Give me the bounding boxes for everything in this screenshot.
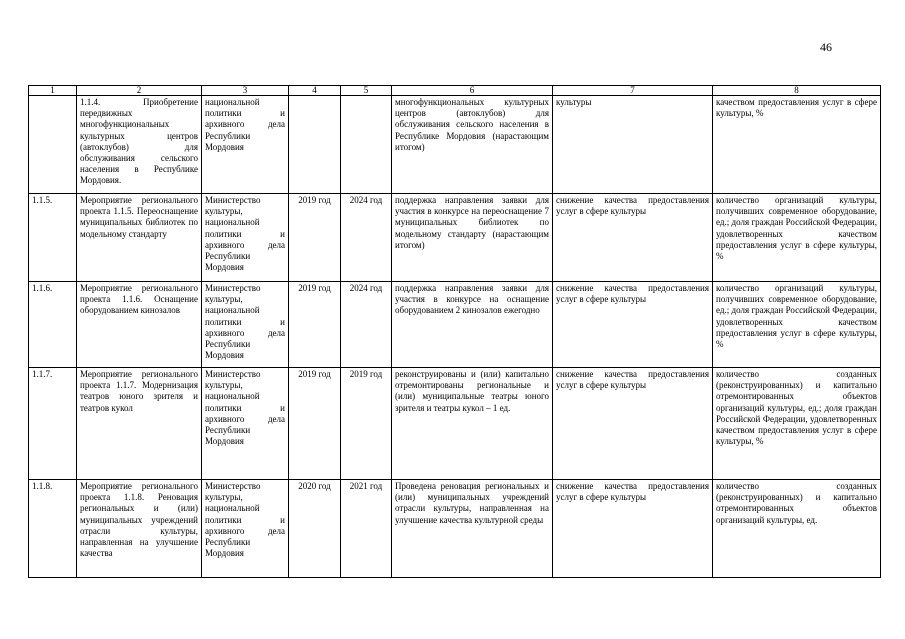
table-row [29, 480, 881, 578]
indicator-cell: количество созданных (реконструированных) и капитально отремонтированных объектов организаций культуры, ед.; доля граждан Российской Федерации, удовлетворенных качеством предоставления услуг в сфере культуры, % [713, 368, 881, 480]
measure-name-cell: 1.1.4. Приобретение передвижных многофункциональных культурных центров (автоклубов) для обслуживания сельского населения в Республике Мордовия. [77, 96, 202, 194]
measure-name-cell: Мероприятие регионального проекта 1.1.7. Модернизация театров юного зрителя и театров кукол [77, 368, 202, 480]
column-number-7: 7 [553, 86, 713, 96]
executor-cell: Министерство культуры, национальной политики и архивного дела Республики Мордовия [202, 368, 289, 480]
measure-name-cell: Мероприятие регионального проекта 1.1.5. Переоснащение муниципальных библиотек по модельному стандарту [77, 194, 202, 282]
end-year-cell: 2024 год [341, 194, 392, 282]
table-row [29, 282, 881, 368]
end-year-cell: 2019 год [341, 368, 392, 480]
expected-result-cell: поддержка направления заявки для участия в конкурсе на переоснащение 7 муниципальных библиотек по модельному стандарту (нарастающим итогом) [392, 194, 553, 282]
expected-result-cell: реконструированы и (или) капитально отремонтированы региональные и (или) муниципальные театры юного зрителя и театры кукол – 1 ед. [392, 368, 553, 480]
indicator-cell: качеством предоставления услуг в сфере культуры, % [713, 96, 881, 194]
row-number-cell: 1.1.8. [29, 480, 77, 578]
row-number-cell: 1.1.6. [29, 282, 77, 368]
column-number-3: 3 [202, 86, 289, 96]
consequence-cell: снижение качества предоставления услуг в сфере культуры [553, 194, 713, 282]
row-number-cell [29, 96, 77, 194]
consequence-cell: снижение качества предоставления услуг в сфере культуры [553, 282, 713, 368]
measure-name-cell: Мероприятие регионального проекта 1.1.8. Реновация региональных и (или) муниципальных учреждений отрасли культуры, направленная на улучшение качества [77, 480, 202, 578]
start-year-cell: 2020 год [289, 480, 341, 578]
column-number-1: 1 [29, 86, 77, 96]
table-header-row [29, 86, 881, 96]
end-year-cell: 2024 год [341, 282, 392, 368]
end-year-cell [341, 96, 392, 194]
column-number-6: 6 [392, 86, 553, 96]
program-measures-table [28, 85, 881, 578]
executor-cell: Министерство культуры, национальной политики и архивного дела Республики Мордовия [202, 480, 289, 578]
indicator-cell: количество созданных (реконструированных) и капитально отремонтированных объектов организаций культуры, ед. [713, 480, 881, 578]
table-row [29, 96, 881, 194]
table-row [29, 368, 881, 480]
consequence-cell: снижение качества предоставления услуг в сфере культуры [553, 480, 713, 578]
consequence-cell: культуры [553, 96, 713, 194]
expected-result-cell: Проведена реновация региональных и (или) муниципальных учреждений отрасли культуры, направленная на улучшение качества культурной среды [392, 480, 553, 578]
indicator-cell: количество организаций культуры, получивших современное оборудование, ед.; доля граждан Российской Федерации, удовлетворенных качеством предоставления услуг в сфере культуры, % [713, 194, 881, 282]
column-number-8: 8 [713, 86, 881, 96]
start-year-cell: 2019 год [289, 368, 341, 480]
expected-result-cell: поддержка направления заявки для участия в конкурсе на оснащение оборудованием 2 кинозалов ежегодно [392, 282, 553, 368]
executor-cell: национальной политики и архивного дела Республики Мордовия [202, 96, 289, 194]
column-number-4: 4 [289, 86, 341, 96]
row-number-cell: 1.1.7. [29, 368, 77, 480]
column-number-5: 5 [341, 86, 392, 96]
page-number: 46 [820, 40, 832, 54]
table-row [29, 194, 881, 282]
start-year-cell [289, 96, 341, 194]
consequence-cell: снижение качества предоставления услуг в сфере культуры [553, 368, 713, 480]
measure-name-cell: Мероприятие регионального проекта 1.1.6. Оснащение оборудованием кинозалов [77, 282, 202, 368]
end-year-cell: 2021 год [341, 480, 392, 578]
executor-cell: Министерство культуры, национальной политики и архивного дела Республики Мордовия [202, 282, 289, 368]
expected-result-cell: многофункциональных культурных центров (автоклубов) для обслуживания сельского населения в Республике Мордовия (нарастающим итогом) [392, 96, 553, 194]
start-year-cell: 2019 год [289, 282, 341, 368]
start-year-cell: 2019 год [289, 194, 341, 282]
row-number-cell: 1.1.5. [29, 194, 77, 282]
column-number-2: 2 [77, 86, 202, 96]
indicator-cell: количество организаций культуры, получивших современное оборудование, ед.; доля граждан Российской Федерации, удовлетворенных качеством предоставления услуг в сфере культуры, % [713, 282, 881, 368]
executor-cell: Министерство культуры, национальной политики и архивного дела Республики Мордовия [202, 194, 289, 282]
